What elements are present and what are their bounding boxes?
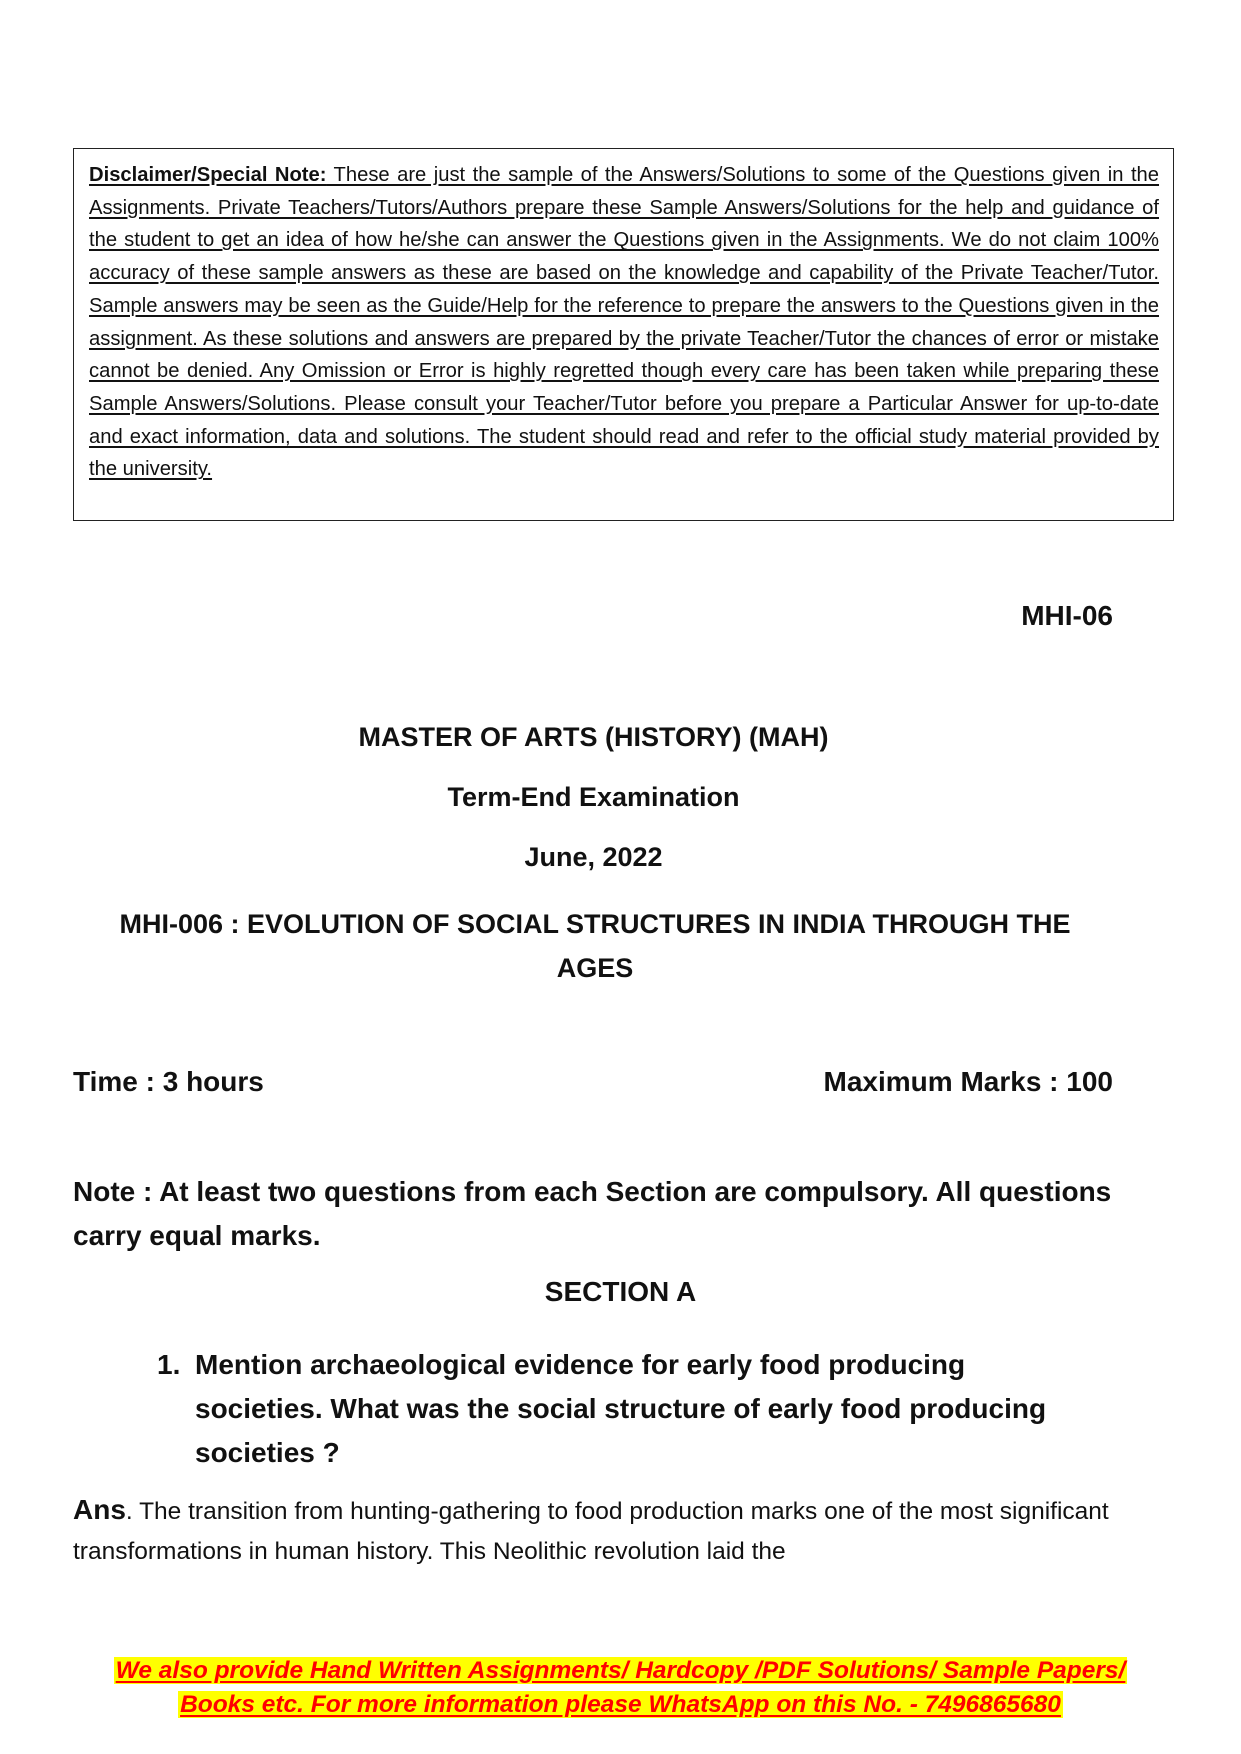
question-text: Mention archaeological evidence for early food producing societies. What was the social structure of early food producing societies ? [195, 1349, 1047, 1468]
course-code: MHI-06 [1021, 600, 1113, 631]
disclaimer-text [89, 159, 1159, 486]
disclaimer-body: These are just the sample of the Answers/Solutions to some of the Questions given in the Assignments. Private Teachers/Tutors/Authors prepare these Sample Answers/Solutions for the help and guidance of the student to get an idea of how he/she can answer the Questions given in the Assignments. We do not claim 100% accuracy of these sample answers as these are based on the knowledge and capability of the Private Teacher/Tutor. Sample answers may be seen as the Guide/Help for the reference to prepare the answers to the Questions given in the assignment. As these solutions and answers are prepared by the private Teacher/Tutor the chances of error or mistake cannot be denied. Any Omission or Error is highly regretted though every care has been taken while preparing these Sample Answers/Solutions. Please consult your Teacher/Tutor before you prepare a Particular Answer for up-to-date and exact information, data and solutions. The student should read and refer to the official study material provided by the university. [89, 164, 1160, 481]
exam-title: Term-End Examination [447, 782, 740, 812]
exam-meta-row [73, 1066, 1113, 1098]
answer-label: Ans [73, 1494, 126, 1525]
answer-text: . The transition from hunting-gathering to food production marks one of the most significant transformations in human history. This Neolithic revolution laid the [73, 1498, 1109, 1565]
promo-line-2: Books etc. For more information please WhatsApp on this No. - 7496865680 [180, 1691, 1061, 1718]
exam-session: June, 2022 [524, 842, 663, 872]
promo-line-1: We also provide Hand Written Assignments/ Hardcopy /PDF Solutions/ Sample Papers/ [115, 1657, 1126, 1684]
section-heading: SECTION A [544, 1276, 697, 1307]
exam-max-marks: Maximum Marks : 100 [823, 1066, 1113, 1097]
exam-note: Note : At least two questions from each Section are compulsory. All questions carry equal marks. [73, 1176, 1112, 1251]
question-item [157, 1343, 1087, 1475]
exam-time: Time : 3 hours [73, 1066, 264, 1097]
question-number: 1. [157, 1349, 181, 1380]
disclaimer-box [73, 148, 1174, 521]
course-title: MHI-006 : EVOLUTION OF SOCIAL STRUCTURES IN INDIA THROUGH THE AGES [119, 909, 1071, 983]
programme-title: MASTER OF ARTS (HISTORY) (MAH) [358, 722, 829, 752]
promo-footer [0, 1654, 1241, 1722]
answer-paragraph [73, 1490, 1133, 1572]
disclaimer-label: Disclaimer/Special Note: [89, 164, 327, 186]
